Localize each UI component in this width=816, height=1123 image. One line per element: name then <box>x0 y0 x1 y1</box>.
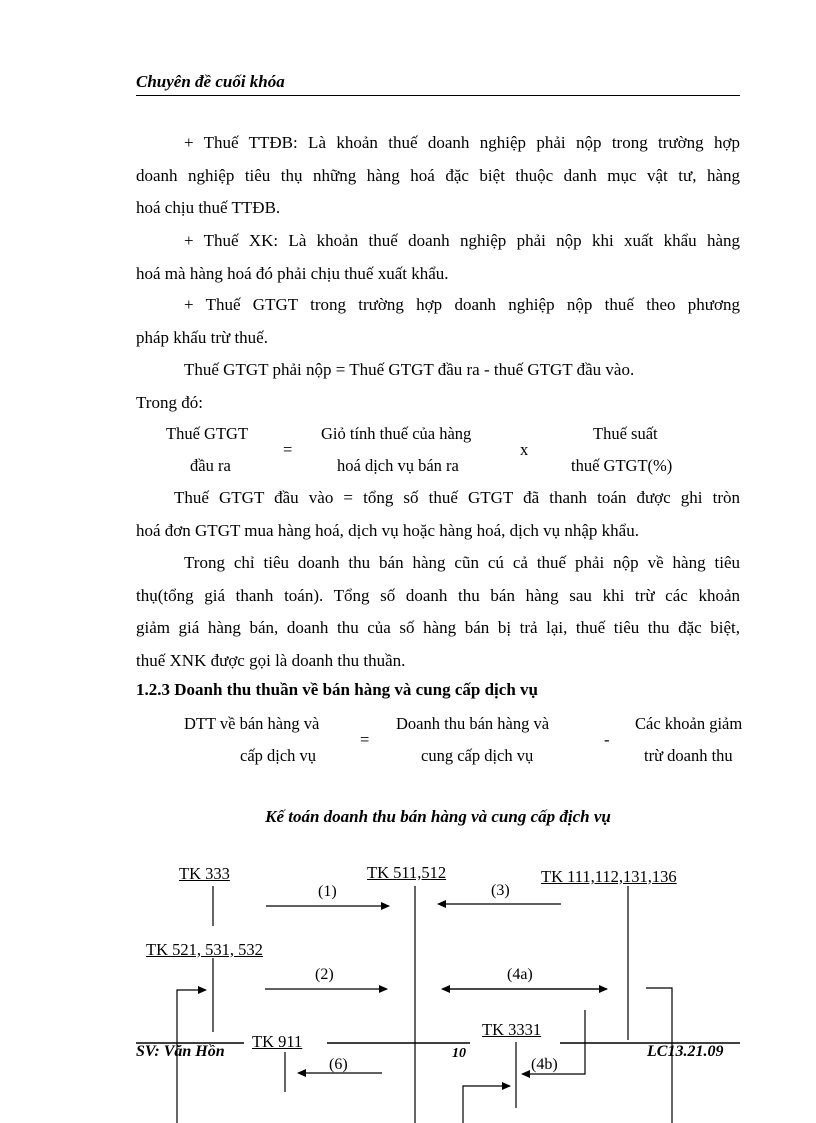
text-line: pháp khấu trừ thuế. <box>136 327 268 347</box>
account-tk911: TK 911 <box>252 1032 303 1051</box>
formula2-mid-line2: cung cấp dịch vụ <box>421 746 534 765</box>
text-line: thuế XNK được gọi là doanh thu thuần. <box>136 650 406 670</box>
flow-label-3: (3) <box>491 882 510 899</box>
flow-label-4b: (4b) <box>531 1056 558 1073</box>
flow-label-1: (1) <box>318 883 337 900</box>
text-line: giảm giá hàng bán, doanh thu của số hàng bán bị trả lại, thuế tiêu thu đặc biệt, <box>136 618 740 637</box>
text-line: hoá chịu thuế TTĐB. <box>136 198 281 217</box>
text-line: + Thuế XK: Là khoản thuế doanh nghiệp phải nộp khi xuất khẩu hàng <box>184 231 740 250</box>
formula1-mid-line1: Giỏ tính thuế của hàng <box>321 424 472 443</box>
formula1-mid-line2: hoá dịch vụ bán ra <box>337 456 459 475</box>
diagram-title: Kế toán doanh thu bán hàng và cung cấp địch vụ <box>265 807 611 826</box>
text-line: thụ(tổng giá thanh toán). Tổng số doanh thu bán hàng sau khi trừ các khoản <box>136 585 740 605</box>
account-tk521: TK 521, 531, 532 <box>146 940 263 959</box>
text-line: Thuế GTGT phải nộp = Thuế GTGT đầu ra - thuế GTGT đầu vào. <box>184 360 635 379</box>
text-line: + Thuế GTGT trong trường hợp doanh nghiệp nộp thuế theo phương <box>184 295 740 314</box>
formula2-mid-line1: Doanh thu bán hàng và <box>396 714 550 733</box>
formula1-times: x <box>520 440 529 459</box>
formula2-minus: - <box>604 730 610 749</box>
footer-class-code: LC13.21.09 <box>647 1043 724 1060</box>
account-tk333: TK 333 <box>179 864 230 883</box>
formula2-lhs-line2: cấp dịch vụ <box>240 746 317 765</box>
formula1-lhs-line2: đầu ra <box>190 456 231 475</box>
formula1-rhs-line1: Thuế suất <box>593 424 658 443</box>
section-heading: 1.2.3 Doanh thu thuần về bán hàng và cung cấp dịch vụ <box>136 680 538 699</box>
formula1-rhs-line2: thuế GTGT(%) <box>571 456 673 475</box>
text-line: doanh nghiệp tiêu thụ những hàng hoá đặc biệt thuộc danh mục vật tư, hàng <box>136 165 740 185</box>
text-line: hoá đơn GTGT mua hàng hoá, dịch vụ hoặc hàng hoá, dịch vụ nhập khẩu. <box>136 520 639 540</box>
formula2-lhs-line1: DTT về bán hàng và <box>184 714 320 733</box>
text-line: + Thuế TTĐB: Là khoản thuế doanh nghiệp phải nộp trong trường hợp <box>184 133 740 152</box>
account-tk111: TK 111,112,131,136 <box>541 867 677 886</box>
connector-bottom <box>463 1086 510 1123</box>
formula2-rhs-line2: trừ doanh thu <box>644 746 733 765</box>
footer-page-number: 10 <box>452 1046 466 1061</box>
flow-label-4a: (4a) <box>507 966 533 983</box>
formula1-equals: = <box>283 440 293 459</box>
text-line: Trong chỉ tiêu doanh thu bán hàng cũn cú cả thuế phải nộp về hàng tiêu <box>184 553 740 572</box>
account-tk511: TK 511,512 <box>367 863 447 882</box>
flow-label-6: (6) <box>329 1056 348 1073</box>
footer-author: SV: Văn Hồn <box>136 1043 225 1060</box>
flow-label-2: (2) <box>315 966 334 983</box>
formula2-equals: = <box>360 730 370 749</box>
text-line: hoá mà hàng hoá đó phải chịu thuế xuất khẩu. <box>136 263 449 283</box>
account-tk3331: TK 3331 <box>482 1020 542 1039</box>
text-line: Trong đó: <box>136 392 203 412</box>
page-header-title: Chuyên đề cuối khóa <box>136 72 285 91</box>
text-line: Thuế GTGT đầu vào = tổng số thuế GTGT đã thanh toán được ghi tròn <box>174 488 740 507</box>
formula1-lhs-line1: Thuế GTGT <box>166 424 249 443</box>
formula2-rhs-line1: Các khoản giảm <box>635 714 743 733</box>
